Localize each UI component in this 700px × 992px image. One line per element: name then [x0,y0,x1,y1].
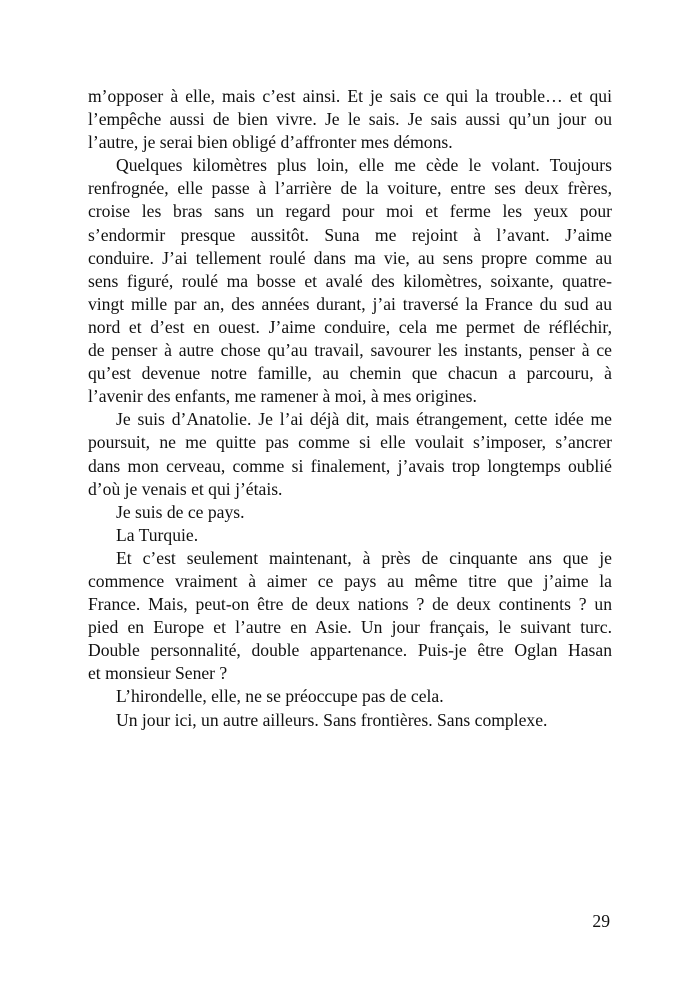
text-line: conduire. J’ai tellement roulé dans ma vie, au sens propre comme au [88,247,612,268]
text-line: renfrognée, elle passe à l’arrière de la voiture, entre ses deux frères, [88,178,612,199]
text-line: Un jour ici, un autre ailleurs. Sans frontières. Sans complexe. [116,709,548,730]
text-line: vingt mille par an, des années durant, j’ai traversé la France du sud au [88,293,612,314]
page-number: 29 [592,911,610,931]
text-line: Je suis d’Anatolie. Je l’ai déjà dit, mais étrangement, cette idée me [116,409,612,430]
text-line: dans mon cerveau, comme si finalement, j’avais trop longtemps oublié [88,455,612,476]
text-line: l’autre, je serai bien obligé d’affronter mes démons. [88,132,453,153]
text-line: pied en Europe et l’autre en Asie. Un jour français, le suivant turc. [88,617,612,638]
text-line: l’avenir des enfants, me ramener à moi, à mes origines. [88,386,477,407]
text-line: m’opposer à elle, mais c’est ainsi. Et je sais ce qui la trouble… et qui [88,86,612,106]
text-line: sens figuré, roulé ma bosse et avalé des kilomètres, soixante, quatre- [88,270,612,291]
text-line: L’hirondelle, elle, ne se préoccupe pas de cela. [116,686,444,707]
text-line: commence vraiment à aimer ce pays au même titre que j’aime la [88,570,612,591]
text-line: croise les bras sans un regard pour moi et ferme les yeux pour [88,201,612,222]
text-line: Double personnalité, double appartenance. Puis-je être Oglan Hasan [88,640,612,661]
text-line: nord et d’est en ouest. J’aime conduire, cela me permet de réfléchir, [88,316,612,337]
text-line: Je suis de ce pays. [116,501,245,522]
text-line: l’empêche aussi de bien vivre. Je le sais. Je sais aussi qu’un jour ou [88,109,612,130]
text-line: s’endormir presque aussitôt. Suna me rejoint à l’avant. J’aime [88,224,612,245]
text-line: La Turquie. [116,524,199,545]
text-line: Quelques kilomètres plus loin, elle me cède le volant. Toujours [116,155,612,176]
text-line: poursuit, ne me quitte pas comme si elle voulait s’imposer, s’ancrer [88,432,612,453]
text-line: et monsieur Sener ? [88,663,228,684]
text-line: Et c’est seulement maintenant, à près de cinquante ans que je [116,547,612,568]
text-line: de penser à autre chose qu’au travail, savourer les instants, penser à ce [88,340,612,361]
page-body [88,85,612,732]
text-line: France. Mais, peut-on être de deux nations ? de deux continents ? un [88,594,612,615]
text-line: qu’est devenue notre famille, au chemin que chacun a parcouru, à [88,363,612,384]
text-line: d’où je venais et qui j’étais. [88,478,283,499]
